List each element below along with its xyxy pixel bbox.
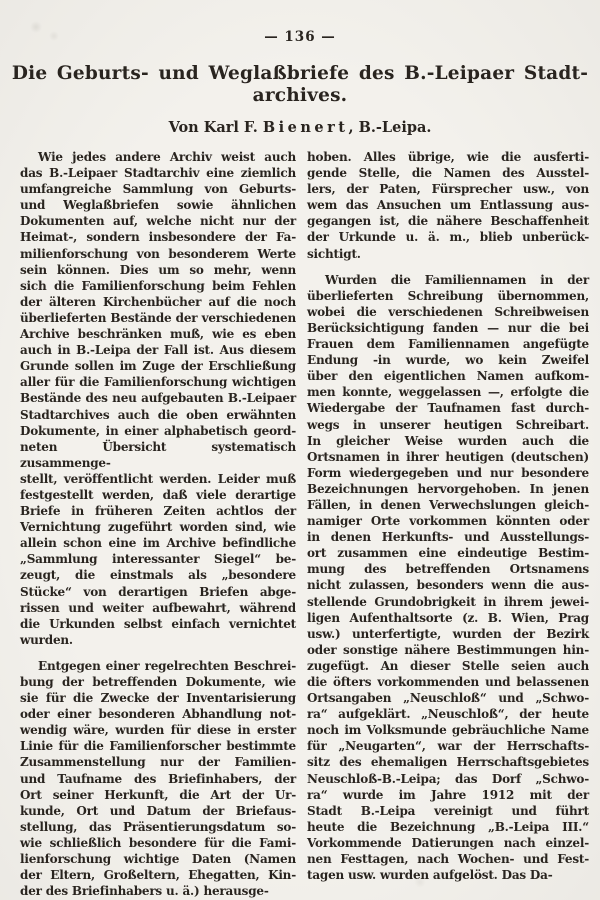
text-line: festgestellt werden, daß viele derartige <box>20 487 296 502</box>
text-line: Bezeichnungen hervorgehoben. In jenen <box>307 481 589 496</box>
text-line: Vorkommende Datierungen nach einzel- <box>307 835 589 850</box>
text-line: „Sammlung interessanter Siegel“ be- <box>20 552 296 567</box>
text-line: Grunde sollen im Zuge der Erschließung <box>20 359 296 374</box>
text-line: Form wiedergegeben und nur besondere <box>307 465 589 480</box>
text-line: sitz des ehemaligen Herrschaftsgebietes <box>307 755 589 770</box>
text-line: Entgegen einer regelrechten Beschrei- <box>38 658 296 673</box>
text-line: und Taufname des Briefinhabers, der <box>20 771 296 786</box>
text-line: ligen Aufenthaltsorte (z. B. Wien, Prag <box>307 610 589 625</box>
text-column-left <box>20 149 296 899</box>
text-line: Ortsangaben „Neuschloß“ und „Schwo- <box>307 691 589 706</box>
text-line: men konnte, weggelassen —, erfolgte die <box>307 385 589 400</box>
page-number: — 136 — <box>264 29 336 45</box>
text-line: oder einer besonderen Abhandlung not- <box>20 707 296 722</box>
text-columns <box>20 149 589 899</box>
text-line: stellung, das Präsentierungsdatum so- <box>20 819 296 834</box>
text-line: usw.) unterfertigte, wurden der Bezirk <box>307 626 589 641</box>
byline-suffix: , B.-Leipa. <box>348 119 432 136</box>
article-title-line1: Die Geburts- und Weglaßbriefe des B.-Leipaer Stadt- <box>11 63 589 84</box>
text-line: wegs in unserer heutigen Schreibart. <box>307 417 589 432</box>
text-line: Vernichtung zugeführt worden sind, wie <box>20 520 296 535</box>
text-line: sie für die Zwecke der Inventarisierung <box>20 691 296 706</box>
text-line: auch in B.-Leipa der Fall ist. Aus diesem <box>20 343 296 358</box>
article-title <box>10 63 590 107</box>
text-line: noch im Volksmunde gebräuchliche Name <box>307 723 589 738</box>
text-line: die Urkunden selbst einfach vernichtet <box>20 616 296 631</box>
text-line: allein schon eine im Archive befindliche <box>20 536 296 551</box>
text-line: Briefe in früheren Zeiten achtlos der <box>20 504 296 519</box>
text-line: mung des betreffenden Ortsnamens <box>307 562 589 577</box>
text-line: überlieferten Schreibung übernommen, <box>307 288 589 303</box>
text-line: die öfters vorkommenden und belassenen <box>307 675 589 689</box>
text-line: über den eigentlichen Namen aufkom- <box>307 369 589 384</box>
text-line: gende Stelle, die Namen des Ausstel- <box>307 166 589 181</box>
text-line: überlieferten Bestände der verschiedenen <box>20 310 296 325</box>
text-line: heute die Bezeichnung „B.-Leipa III.“ <box>307 819 589 834</box>
text-line: wie schließlich besondere für die Fami- <box>20 835 296 850</box>
text-line: ra“ aufgeklärt. „Neuschloß“, der heute <box>307 707 589 722</box>
text-line: das B.-Leipaer Stadtarchiv eine ziemlich <box>20 166 296 181</box>
text-line: wobei die verschiedenen Schreibweisen <box>307 304 589 319</box>
text-line: wendig wäre, wurden für diese in erster <box>20 723 296 738</box>
text-line: für „Neugarten“, war der Herrschafts- <box>307 739 589 754</box>
text-line: Archive beschränken muß, wie es eben <box>20 327 296 342</box>
text-line: zugefügt. An dieser Stelle seien auch <box>307 658 589 673</box>
text-line: namiger Orte vorkommen könnten oder <box>307 514 589 529</box>
text-line: milienforschung von besonderem Werte <box>20 246 296 261</box>
text-line: lers, der Paten, Fürsprecher usw., von <box>307 182 589 197</box>
text-line: oder sonstige nähere Bestimmungen hin- <box>307 642 589 657</box>
text-line: nen Festtagen, nach Wochen- und Fest- <box>307 852 589 867</box>
paragraph <box>307 272 589 884</box>
text-line: bung der betreffenden Dokumente, wie <box>20 675 296 689</box>
text-line: rissen und weiter aufbewahrt, während <box>20 600 296 615</box>
text-line: Endung -in wurde, wo kein Zweifel <box>307 353 589 368</box>
text-line: gegangen ist, die nähere Beschaffenheit <box>307 214 589 229</box>
text-line: Dokumenten auf, welche nicht nur der <box>20 214 296 229</box>
text-line: sichtigt. <box>307 246 361 261</box>
text-line: Frauen dem Familiennamen angefügte <box>307 337 589 352</box>
text-line: Neuschloß-B.-Leipa; das Dorf „Schwo- <box>307 771 589 786</box>
text-line: Heimat-, sondern insbesondere der Fa- <box>20 230 296 245</box>
text-line: Bestände des neu aufgebauten B.-Leipaer <box>20 391 296 406</box>
text-line: hoben. Alles übrige, wie die ausferti- <box>307 150 589 164</box>
text-column-right <box>307 149 589 899</box>
text-line: Zusammenstellung nur der Familien- <box>20 755 296 770</box>
text-line: der Urkunde u. ä. m., blieb unberück- <box>307 230 589 245</box>
text-line: kunde, Ort und Datum der Briefaus- <box>20 803 296 818</box>
text-line: Stücke“ von derartigen Briefen abge- <box>20 584 296 599</box>
byline-prefix: Von Karl F. <box>168 119 263 136</box>
text-line: der Eltern, Großeltern, Ehegatten, Kin- <box>20 868 296 883</box>
paragraph <box>20 149 296 648</box>
text-line: in denen Herkunfts- und Ausstellungs- <box>307 530 589 545</box>
text-line: Wurden die Familiennamen in der <box>325 272 589 287</box>
text-line: wurden. <box>20 632 73 647</box>
text-line: neten Übersicht systematisch zusammenge- <box>20 439 296 470</box>
text-line: stellende Grundobrigkeit in ihrem jewei- <box>307 594 589 609</box>
text-line: Ortsnamen in ihrer heutigen (deutschen) <box>307 449 589 464</box>
text-line: sein können. Dies um so mehr, wenn <box>20 262 296 277</box>
text-line: nicht zulassen, besonders wenn die aus- <box>307 578 589 593</box>
text-line: Stadt B.-Leipa vereinigt und führt <box>307 803 589 818</box>
text-line: Fällen, in denen Verwechslungen gleich- <box>307 497 589 512</box>
text-line: Berücksichtigung fanden — nur die bei <box>307 320 589 335</box>
article-title-line2: archives. <box>252 85 348 106</box>
author-name: Bienert <box>262 119 349 136</box>
text-line: tagen usw. wurden aufgelöst. Das Da- <box>307 868 553 883</box>
text-line: Dokumente, in einer alphabetisch geord- <box>20 423 296 438</box>
text-line: der des Briefinhabers u. ä.) herausge- <box>20 884 269 899</box>
byline <box>0 119 600 136</box>
text-line: lienforschung wichtige Daten (Namen <box>20 852 296 867</box>
text-line: In gleicher Weise wurden auch die <box>307 433 589 448</box>
text-line: und Weglaßbriefen sowie ähnlichen <box>20 198 296 213</box>
paragraph <box>307 149 589 262</box>
text-line: stellt, veröffentlicht werden. Leider muß <box>20 471 296 486</box>
paragraph <box>20 658 296 899</box>
text-line: zeugt, die einstmals als „besondere <box>20 568 296 583</box>
text-line: Ort seiner Herkunft, die Art der Ur- <box>20 787 296 802</box>
text-line: Linie für die Familienforscher bestimmte <box>20 739 296 754</box>
text-line: umfangreiche Sammlung von Geburts- <box>20 182 296 197</box>
text-line: ort zusammen eine eindeutige Bestim- <box>307 546 589 561</box>
text-line: ra“ wurde im Jahre 1912 mit der <box>307 787 589 802</box>
text-line: der älteren Kirchenbücher auf die noch <box>20 294 296 309</box>
text-line: Wie jedes andere Archiv weist auch <box>38 150 296 164</box>
text-line: aller für die Familienforschung wichtigen <box>20 375 296 390</box>
text-line: Stadtarchives auch die oben erwähnten <box>20 407 296 422</box>
text-line: wem das Ansuchen um Entlassung aus- <box>307 198 589 213</box>
text-line: Wiedergabe der Taufnamen fast durch- <box>307 401 589 416</box>
text-line: sich die Familienforschung beim Fehlen <box>20 278 296 293</box>
